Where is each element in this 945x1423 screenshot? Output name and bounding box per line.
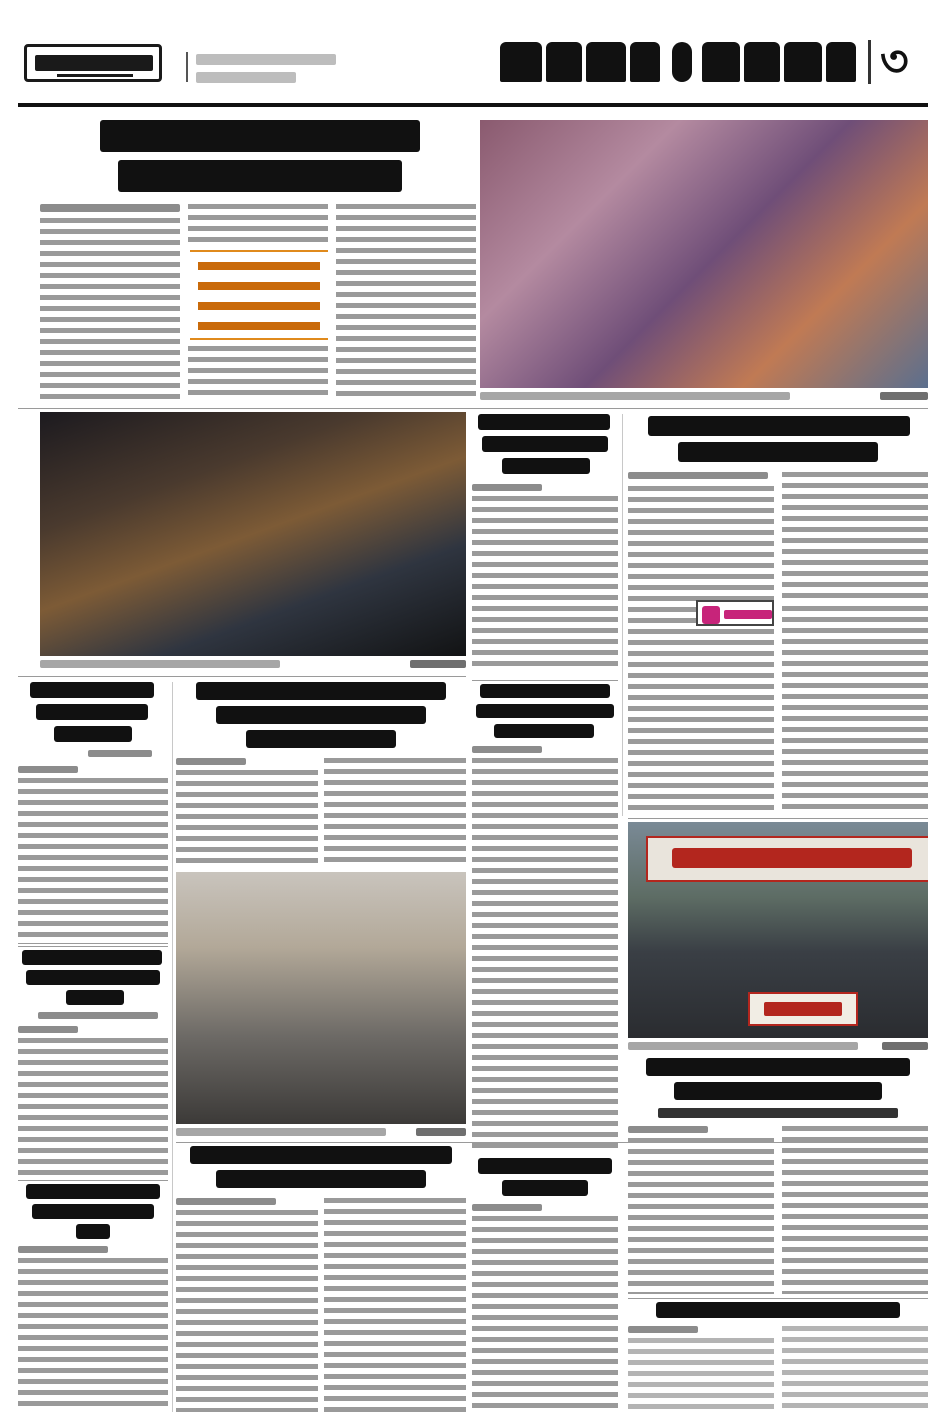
- photo-caption-food: [40, 660, 466, 670]
- shopping-bag-icon: [696, 600, 774, 626]
- article-byline: [40, 204, 180, 212]
- page-number-divider: [868, 40, 871, 84]
- photo-narayanganj-crowd: [176, 872, 466, 1124]
- article-brac-usaid: [472, 684, 618, 1154]
- section-banner: [496, 24, 928, 102]
- article-blindfold-protest: [628, 1058, 928, 1294]
- photo-caption-protest: [628, 1042, 928, 1052]
- article-sheora: [628, 1302, 928, 1412]
- protest-banner: [646, 836, 928, 882]
- photo-food-stall: [40, 412, 466, 656]
- article-jewellery: [628, 414, 928, 814]
- photo-caption-market: [480, 392, 928, 402]
- masthead-divider: [186, 52, 188, 82]
- photo-caption-crowd: [176, 1128, 466, 1138]
- article-train-smoking: [18, 682, 168, 944]
- article-netrokona: [472, 414, 618, 672]
- article-savar-police: [176, 682, 466, 868]
- page-number: ৩: [880, 36, 909, 87]
- article-narayanganj: [176, 1146, 466, 1412]
- protest-sign: [748, 992, 858, 1026]
- article-keraniganj: [18, 1184, 168, 1412]
- section-divider: [18, 408, 928, 409]
- article-gazipur: [472, 1158, 618, 1412]
- photo-protest-blindfold: [628, 822, 928, 1038]
- date-line-english: [196, 72, 296, 83]
- article-human-resources: [18, 950, 168, 1176]
- newspaper-logo: [18, 38, 168, 88]
- article-street-food: [40, 110, 476, 405]
- photo-clothing-market: [480, 120, 928, 388]
- newspaper-logo-icon: [24, 44, 162, 82]
- masthead-rule: [18, 103, 928, 107]
- article-body: [40, 218, 180, 400]
- date-line-bengali: [196, 54, 336, 65]
- pull-quote: [190, 250, 328, 340]
